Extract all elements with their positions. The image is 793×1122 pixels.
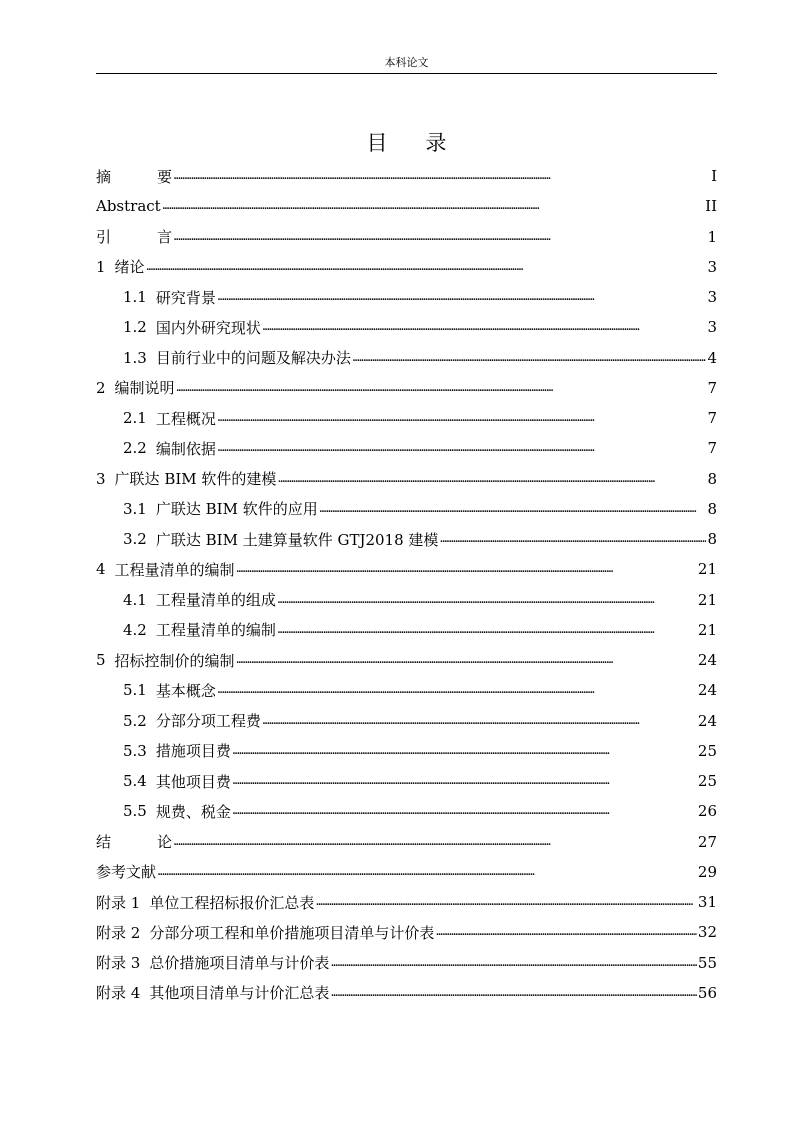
- toc-entry-text: 招标控制价的编制: [114, 651, 235, 670]
- toc-entry-text: 分部分项工程费: [155, 712, 261, 731]
- dot-leader: [315, 893, 697, 911]
- toc-entry-number: 3.2: [123, 530, 147, 549]
- toc-entry-page-number: 25: [697, 741, 717, 760]
- toc-entry-char: 要: [156, 167, 172, 186]
- toc-entry-number: 5.1: [123, 681, 147, 700]
- toc-entry[interactable]: [96, 312, 717, 342]
- toc-entry-text: 规费、税金: [155, 802, 231, 821]
- dot-leader: [236, 560, 697, 578]
- toc-entry-page-number: 25: [697, 772, 717, 791]
- toc-entry-label: [123, 287, 216, 308]
- toc-entry-label: [96, 226, 172, 247]
- dot-leader: [173, 167, 710, 185]
- toc-entry-text: 其他项目清单与计价汇总表: [149, 984, 330, 1003]
- toc-entry-page-number: 1: [707, 227, 717, 246]
- toc-entry-number: 4.1: [123, 590, 147, 609]
- toc-entry[interactable]: [96, 494, 717, 524]
- toc-entry-label: [96, 922, 434, 943]
- toc-entry-page-number: 7: [707, 378, 717, 397]
- dot-leader: [157, 863, 697, 881]
- toc-entry-number: 5: [96, 651, 106, 670]
- toc-entry-char: 结: [96, 833, 112, 852]
- toc-entry-page-number: 24: [697, 651, 717, 670]
- dot-leader: [162, 197, 704, 215]
- toc-entry-number: 3.1: [123, 499, 147, 518]
- toc-entry-label: [123, 771, 231, 792]
- toc-entry-text: Abstract: [96, 197, 161, 216]
- table-of-contents: [96, 161, 717, 1008]
- toc-entry[interactable]: [96, 524, 717, 554]
- toc-entry-page-number: 31: [697, 893, 717, 912]
- toc-entry-label: [123, 619, 276, 640]
- toc-entry-page-number: 29: [697, 862, 717, 881]
- toc-entry-number: 2.1: [123, 409, 147, 428]
- dot-leader: [330, 984, 697, 1002]
- toc-entry-text: 研究背景: [155, 288, 216, 307]
- dot-leader: [236, 651, 697, 669]
- toc-entry-text: 工程量清单的编制: [114, 560, 235, 579]
- dot-leader: [232, 802, 697, 820]
- toc-entry-page-number: 24: [697, 711, 717, 730]
- dot-leader: [217, 288, 707, 306]
- toc-entry-text: [96, 166, 172, 187]
- toc-entry-number: 1.1: [123, 288, 147, 307]
- toc-entry-label: [96, 861, 156, 882]
- toc-entry-page-number: 56: [697, 983, 717, 1002]
- toc-entry-number: 附录 1: [96, 893, 141, 912]
- toc-entry[interactable]: [96, 917, 717, 947]
- toc-entry[interactable]: [96, 464, 717, 494]
- toc-entry[interactable]: [96, 252, 717, 282]
- dot-leader: [217, 681, 697, 699]
- toc-entry-number: 附录 3: [96, 954, 141, 973]
- toc-entry-char: 论: [156, 833, 172, 852]
- toc-entry[interactable]: [96, 827, 717, 857]
- toc-entry-number: 2.2: [123, 439, 147, 458]
- toc-entry-label: [96, 831, 172, 852]
- toc-entry[interactable]: [96, 736, 717, 766]
- toc-entry-text: 目前行业中的问题及解决办法: [155, 349, 351, 368]
- toc-entry[interactable]: [96, 585, 717, 615]
- toc-entry[interactable]: [96, 887, 717, 917]
- toc-entry-page-number: 8: [707, 499, 717, 518]
- dot-leader: [277, 621, 697, 639]
- toc-entry-label: [96, 892, 314, 913]
- toc-entry-number: 1: [96, 257, 106, 276]
- dot-leader: [435, 923, 697, 941]
- dot-leader: [173, 833, 697, 851]
- toc-entry-text: [96, 831, 172, 852]
- toc-entry-number: 5.4: [123, 772, 147, 791]
- toc-entry[interactable]: [96, 675, 717, 705]
- toc-entry-label: [96, 166, 172, 187]
- toc-entry-number: 附录 4: [96, 984, 141, 1003]
- toc-entry-number: 1.2: [123, 318, 147, 337]
- toc-entry-number: 4: [96, 560, 106, 579]
- toc-entry[interactable]: [96, 191, 717, 221]
- toc-entry[interactable]: [96, 161, 717, 191]
- toc-entry-char: 言: [156, 228, 172, 247]
- toc-entry-text: 广联达 BIM 软件的建模: [114, 470, 277, 489]
- dot-leader: [176, 379, 707, 397]
- toc-entry[interactable]: [96, 343, 717, 373]
- toc-entry[interactable]: [96, 554, 717, 584]
- toc-entry-text: 编制说明: [114, 379, 175, 398]
- toc-entry-label: [123, 408, 216, 429]
- toc-title-left: 目: [366, 131, 388, 155]
- toc-entry-text: 工程量清单的组成: [155, 591, 276, 610]
- toc-entry-label: [96, 952, 329, 973]
- toc-entry[interactable]: [96, 615, 717, 645]
- dot-leader: [319, 500, 707, 518]
- toc-entry[interactable]: [96, 857, 717, 887]
- toc-entry-text: 绪论: [114, 258, 145, 277]
- toc-entry-page-number: 21: [697, 590, 717, 609]
- toc-entry-label: [123, 801, 231, 822]
- toc-entry-label: [123, 680, 216, 701]
- toc-entry[interactable]: [96, 766, 717, 796]
- dot-leader: [439, 530, 706, 548]
- toc-entry-number: 附录 2: [96, 923, 141, 942]
- toc-entry-label: [123, 347, 351, 368]
- toc-entry-char: 摘: [96, 167, 112, 186]
- toc-entry-text: [96, 226, 172, 247]
- toc-entry[interactable]: [96, 706, 717, 736]
- toc-entry-text: 总价措施项目清单与计价表: [149, 954, 330, 973]
- toc-entry-label: [123, 498, 318, 519]
- toc-entry-page-number: 55: [697, 953, 717, 972]
- toc-entry-page-number: 27: [697, 832, 717, 851]
- toc-entry-label: [123, 589, 276, 610]
- toc-entry[interactable]: [96, 282, 717, 312]
- toc-entry-number: 5.2: [123, 711, 147, 730]
- dot-leader: [277, 470, 706, 488]
- toc-entry-number: 1.3: [123, 348, 147, 367]
- toc-entry-page-number: 8: [707, 469, 717, 488]
- toc-title: [96, 128, 717, 158]
- toc-entry-text: 措施项目费: [155, 742, 231, 761]
- toc-entry-label: [96, 650, 235, 671]
- toc-entry-text: 单位工程招标报价汇总表: [149, 893, 315, 912]
- toc-entry-label: [123, 438, 216, 459]
- toc-entry-page-number: 7: [707, 409, 717, 428]
- toc-entry-label: [123, 529, 438, 550]
- toc-entry-label: [96, 256, 145, 277]
- dot-leader: [277, 591, 697, 609]
- toc-entry-page-number: I: [711, 167, 717, 186]
- toc-entry-page-number: 3: [707, 318, 717, 337]
- toc-entry[interactable]: [96, 403, 717, 433]
- toc-entry[interactable]: [96, 373, 717, 403]
- toc-entry-page-number: 8: [707, 530, 717, 549]
- toc-entry-page-number: 24: [697, 681, 717, 700]
- dot-leader: [217, 409, 707, 427]
- dot-leader: [330, 954, 697, 972]
- toc-entry-text: 广联达 BIM 土建算量软件 GTJ2018 建模: [155, 530, 439, 549]
- toc-entry-text: 国内外研究现状: [155, 318, 261, 337]
- toc-entry-number: 5.3: [123, 741, 147, 760]
- toc-entry-text: 参考文献: [96, 863, 157, 882]
- toc-entry-number: 2: [96, 378, 106, 397]
- toc-entry-text: 分部分项工程和单价措施项目清单与计价表: [149, 923, 435, 942]
- toc-entry-page-number: 21: [697, 620, 717, 639]
- dot-leader: [262, 712, 697, 730]
- toc-entry-label: [96, 197, 161, 215]
- toc-entry-label: [96, 377, 175, 398]
- toc-entry-page-number: 7: [707, 439, 717, 458]
- toc-entry-number: 4.2: [123, 620, 147, 639]
- dot-leader: [173, 228, 706, 246]
- toc-entry-text: 基本概念: [155, 681, 216, 700]
- toc-entry-label: [96, 559, 235, 580]
- dot-leader: [352, 349, 707, 367]
- toc-entry-page-number: II: [705, 197, 717, 216]
- toc-entry-text: 其他项目费: [155, 772, 231, 791]
- dot-leader: [217, 439, 707, 457]
- toc-entry-page-number: 32: [697, 923, 717, 942]
- toc-entry-number: 5.5: [123, 802, 147, 821]
- toc-entry[interactable]: [96, 978, 717, 1008]
- toc-entry-text: 广联达 BIM 软件的应用: [155, 500, 318, 519]
- toc-entry-label: [96, 982, 329, 1003]
- toc-entry-number: 3: [96, 469, 106, 488]
- toc-entry-label: [123, 740, 231, 761]
- toc-entry[interactable]: [96, 645, 717, 675]
- dot-leader: [146, 258, 707, 276]
- toc-entry-page-number: 21: [697, 560, 717, 579]
- toc-entry-page-number: 3: [707, 257, 717, 276]
- dot-leader: [232, 742, 697, 760]
- toc-entry-label: [123, 317, 261, 338]
- toc-entry-text: 工程概况: [155, 409, 216, 428]
- toc-entry[interactable]: [96, 948, 717, 978]
- toc-entry-text: 编制依据: [155, 439, 216, 458]
- toc-entry[interactable]: [96, 222, 717, 252]
- toc-entry-page-number: 26: [697, 802, 717, 821]
- toc-entry-page-number: 4: [707, 348, 717, 367]
- toc-title-right: 录: [425, 131, 447, 155]
- toc-entry[interactable]: [96, 433, 717, 463]
- toc-entry-char: 引: [96, 228, 112, 247]
- toc-entry-label: [123, 710, 261, 731]
- dot-leader: [232, 772, 697, 790]
- dot-leader: [262, 318, 707, 336]
- header-rule: [96, 73, 717, 74]
- toc-entry[interactable]: [96, 796, 717, 826]
- toc-entry-page-number: 3: [707, 288, 717, 307]
- toc-entry-label: [96, 468, 276, 489]
- running-header: 本科论文: [384, 56, 429, 69]
- toc-entry-text: 工程量清单的编制: [155, 621, 276, 640]
